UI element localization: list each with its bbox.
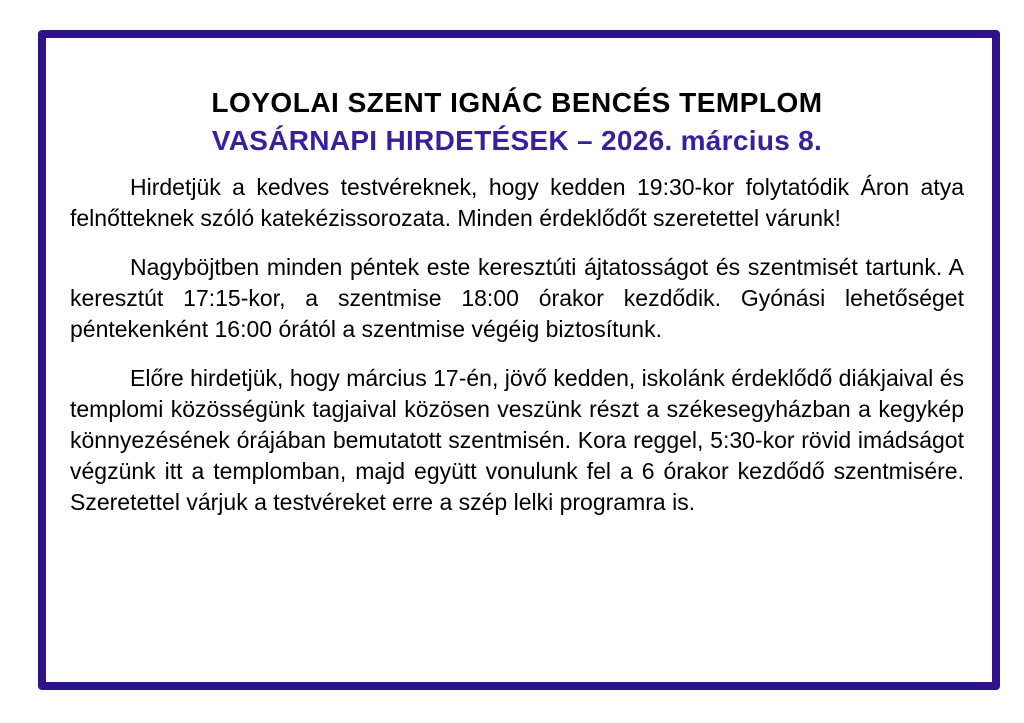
announcement-paragraph-lent-fridays: Nagyböjtben minden péntek este keresztúti ájtatosságot és szentmisét tartunk. A keresztút 17:15-kor, a szentmise 18:00 órakor kezdődik. Gyónási lehetőséget péntekenként 16:00 órától a szentmise végéig biztosítunk. xyxy=(70,254,964,342)
announcement-paragraph-catechesis: Hirdetjük a kedves testvéreknek, hogy kedden 19:30-kor folytatódik Áron atya felnőtteknek szóló katekézissorozata. Minden érdeklődőt szeretettel várunk! xyxy=(70,174,964,231)
announcements-date-title: VASÁRNAPI HIRDETÉSEK – 2026. március 8. xyxy=(211,125,823,156)
announcement-content xyxy=(70,86,964,518)
announcement-frame xyxy=(38,30,1000,690)
church-title: LOYOLAI SZENT IGNÁC BENCÉS TEMPLOM xyxy=(211,87,823,118)
announcement-paragraph-cathedral-mass: Előre hirdetjük, hogy március 17-én, jövő kedden, iskolánk érdeklődő diákjaival és templomi közösségünk tagjaival közösen veszünk részt a székesegyházban a kegykép könnyezésének órájában bemutatott szentmisén. Kora reggel, 5:30-kor rövid imádságot végzünk itt a templomban, majd együtt vonulunk fel a 6 órakor kezdődő szentmisére. Szeretettel várjuk a testvéreket erre a szép lelki programra is. xyxy=(70,365,964,515)
